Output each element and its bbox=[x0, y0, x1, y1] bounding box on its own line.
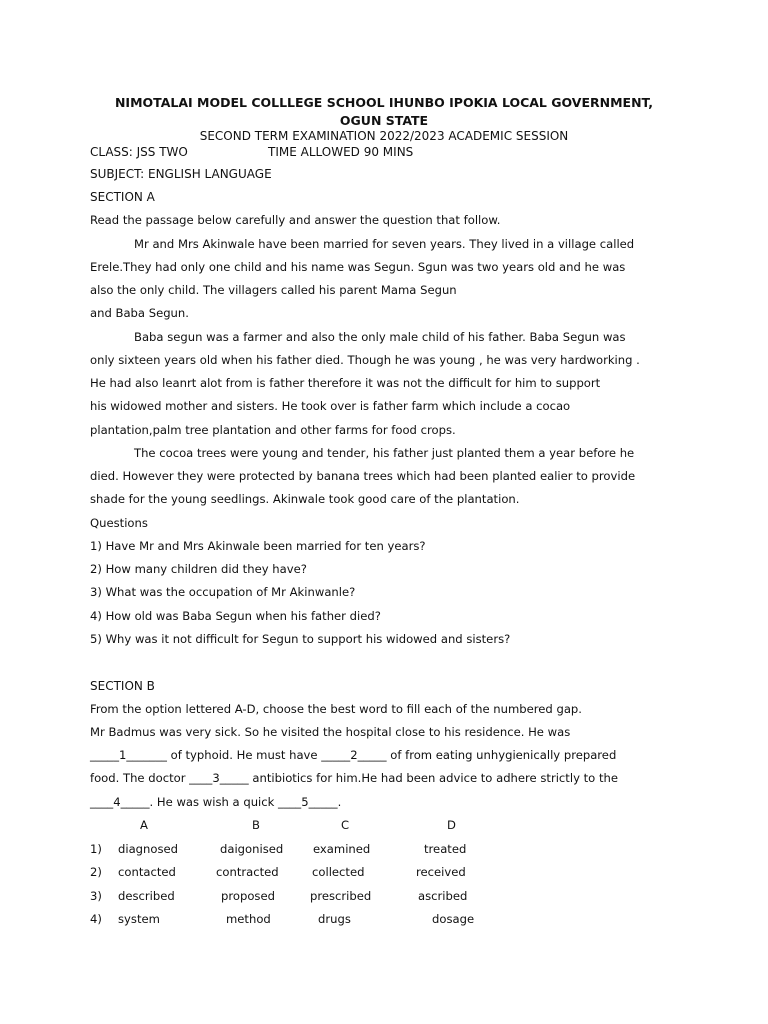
option-header-a: A bbox=[140, 818, 148, 832]
option-a: diagnosed bbox=[118, 842, 179, 856]
option-c: prescribed bbox=[310, 889, 372, 903]
question-item: 2) How many children did they have? bbox=[90, 562, 307, 576]
option-header-b: B bbox=[252, 818, 260, 832]
option-number: 1) bbox=[90, 842, 102, 856]
question-item: 1) Have Mr and Mrs Akinwale been married for ten years? bbox=[90, 539, 426, 553]
question-item: 4) How old was Baba Segun when his father died? bbox=[90, 609, 381, 623]
subject-label: SUBJECT: ENGLISH LANGUAGE bbox=[90, 167, 272, 181]
option-b: proposed bbox=[221, 889, 275, 903]
section-b-heading: SECTION B bbox=[90, 679, 155, 693]
passage-line: his widowed mother and sisters. He took over is father farm which include a cocao bbox=[90, 399, 571, 413]
class-label: CLASS: JSS TWO bbox=[90, 145, 188, 159]
option-b: contracted bbox=[216, 865, 279, 879]
passage-line: plantation,palm tree plantation and other farms for food crops. bbox=[90, 423, 456, 437]
option-b: daigonised bbox=[220, 842, 284, 856]
option-c: drugs bbox=[318, 912, 351, 926]
school-name-line2: OGUN STATE bbox=[339, 113, 429, 128]
question-item: 3) What was the occupation of Mr Akinwanle? bbox=[90, 585, 356, 599]
section-a-instruction: Read the passage below carefully and answer the question that follow. bbox=[90, 213, 501, 227]
passage-line: Mr and Mrs Akinwale have been married for seven years. They lived in a village called bbox=[134, 237, 635, 251]
cloze-line: _____1_______ of typhoid. He must have _____2_____ of from eating unhygienically prepared bbox=[90, 748, 617, 762]
passage-line: He had also leanrt alot from is father therefore it was not the difficult for him to support bbox=[90, 376, 601, 390]
passage-line: Baba segun was a farmer and also the only male child of his father. Baba Segun was bbox=[134, 330, 626, 344]
cloze-line: food. The doctor ____3_____ antibiotics for him.He had been advice to adhere strictly to the bbox=[90, 771, 618, 785]
option-header-c: C bbox=[341, 818, 350, 832]
option-d: treated bbox=[424, 842, 467, 856]
exam-title: SECOND TERM EXAMINATION 2022/2023 ACADEMIC SESSION bbox=[199, 129, 569, 143]
question-item: 5) Why was it not difficult for Segun to support his widowed and sisters? bbox=[90, 632, 511, 646]
section-a-heading: SECTION A bbox=[90, 190, 155, 204]
option-number: 4) bbox=[90, 912, 102, 926]
time-allowed: TIME ALLOWED 90 MINS bbox=[268, 145, 414, 159]
option-a: system bbox=[118, 912, 160, 926]
passage-line: shade for the young seedlings. Akinwale took good care of the plantation. bbox=[90, 492, 520, 506]
option-header-d: D bbox=[447, 818, 456, 832]
option-a: described bbox=[118, 889, 175, 903]
passage-line: The cocoa trees were young and tender, his father just planted them a year before he bbox=[134, 446, 635, 460]
passage-line: died. However they were protected by banana trees which had been planted ealier to provide bbox=[90, 469, 636, 483]
cloze-line: ____4_____. He was wish a quick ____5_____. bbox=[90, 795, 342, 809]
passage-line: only sixteen years old when his father died. Though he was young , he was very hardworking . bbox=[90, 353, 640, 367]
option-d: ascribed bbox=[418, 889, 468, 903]
option-d: dosage bbox=[432, 912, 475, 926]
school-name-line1: NIMOTALAI MODEL COLLLEGE SCHOOL IHUNBO IPOKIA LOCAL GOVERNMENT, bbox=[114, 95, 654, 110]
questions-heading: Questions bbox=[90, 516, 148, 530]
option-number: 2) bbox=[90, 865, 102, 879]
option-c: collected bbox=[312, 865, 365, 879]
cloze-line: Mr Badmus was very sick. So he visited the hospital close to his residence. He was bbox=[90, 725, 571, 739]
option-number: 3) bbox=[90, 889, 102, 903]
option-a: contacted bbox=[118, 865, 176, 879]
option-d: received bbox=[416, 865, 466, 879]
passage-line: and Baba Segun. bbox=[90, 306, 189, 320]
option-b: method bbox=[226, 912, 271, 926]
passage-line: also the only child. The villagers called his parent Mama Segun bbox=[90, 283, 457, 297]
option-c: examined bbox=[313, 842, 371, 856]
section-b-instruction: From the option lettered A-D, choose the best word to fill each of the numbered gap. bbox=[90, 702, 582, 716]
passage-line: Erele.They had only one child and his name was Segun. Sgun was two years old and he was bbox=[90, 260, 626, 274]
